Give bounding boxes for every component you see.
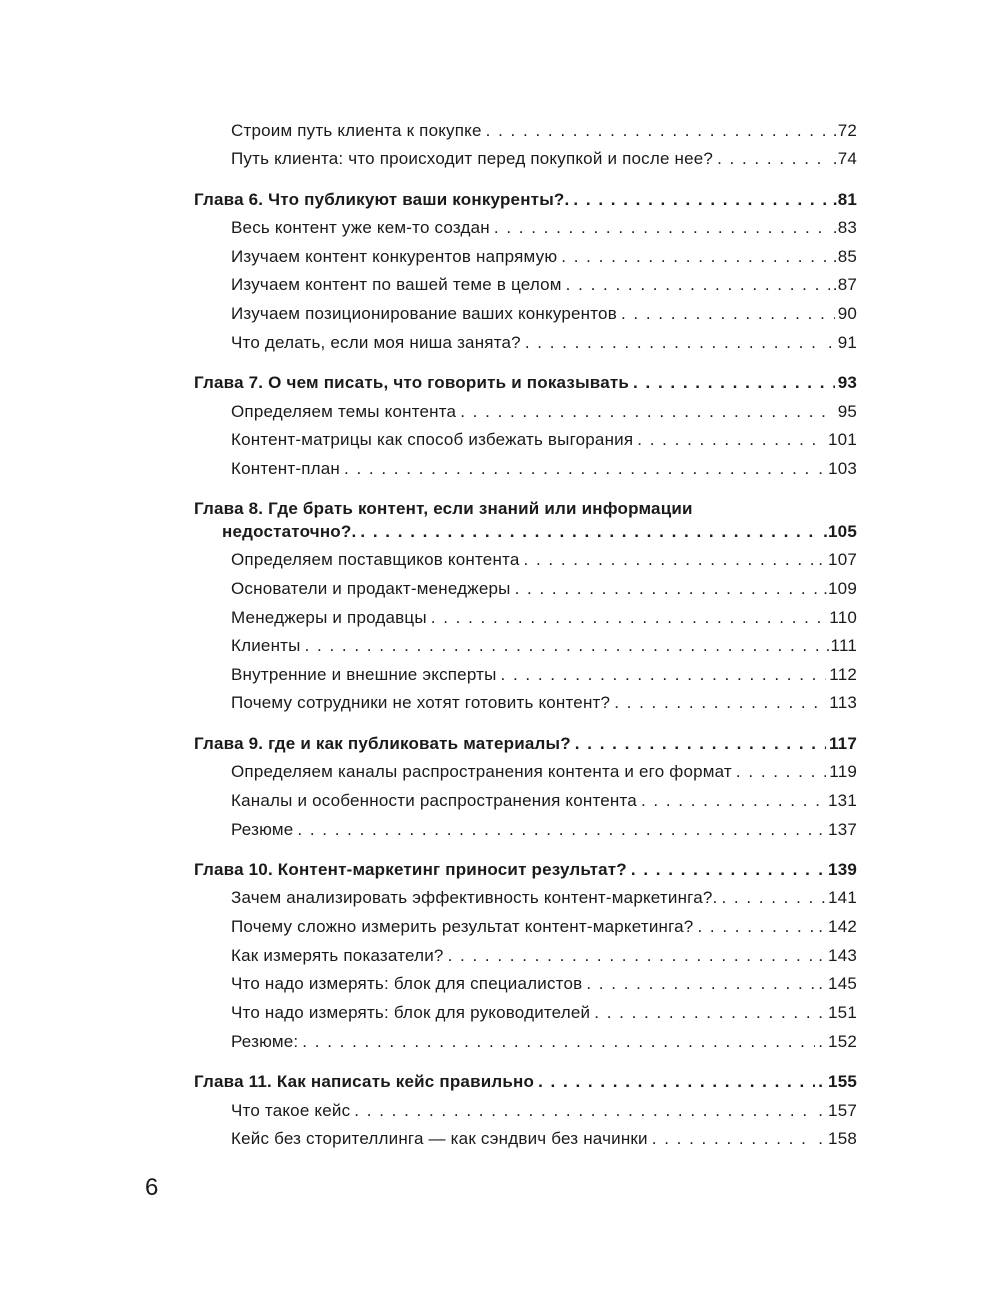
toc-entry: [231, 148, 857, 170]
toc-entry-title: Внутренние и внешние эксперты: [231, 665, 497, 684]
toc-entry-title: Зачем анализировать эффективность контент-маркетинга?.: [231, 888, 718, 907]
dot-leader: [631, 859, 815, 881]
toc-entry: [231, 246, 857, 268]
toc-entry: [231, 401, 857, 423]
toc-entry-page: 95: [837, 402, 857, 421]
toc-entry-page: 119: [829, 762, 857, 781]
dot-leader: [302, 1031, 815, 1053]
toc-entry-title: Почему сложно измерить результат контент-маркетинга?: [231, 917, 694, 936]
toc-entry: [231, 819, 857, 841]
toc-entry-title: Резюме: [231, 820, 294, 839]
toc-entry: [231, 973, 857, 995]
toc-chapter-title: Глава 7. О чем писать, что говорить и показывать: [194, 373, 630, 392]
toc-entry-page: . 152: [818, 1032, 857, 1051]
toc-entry-title: Что такое кейс: [231, 1101, 351, 1120]
toc-entry-title: Что делать, если моя ниша занята?: [231, 333, 521, 352]
dot-leader: [621, 303, 835, 325]
toc-entry: [231, 945, 857, 967]
toc-entry-page: . 107: [818, 550, 857, 569]
toc-entry-page: .109: [823, 579, 857, 598]
toc-entry-title: Кейс без сторителлинга — как сэндвич без начинки: [231, 1129, 648, 1148]
dot-leader: [515, 578, 821, 600]
toc-entry-page: . 142: [818, 917, 857, 936]
toc-entry-page: 112: [829, 665, 857, 684]
dot-leader: [633, 372, 835, 394]
dot-leader: [594, 1002, 825, 1024]
dot-leader: [538, 1071, 815, 1093]
toc-entry-title: Изучаем контент конкурентов напрямую: [231, 247, 558, 266]
toc-chapter-page: . 155: [818, 1072, 857, 1091]
toc-entry-page: . 145: [818, 974, 857, 993]
toc-entry: [231, 120, 857, 142]
dot-leader: [573, 189, 829, 211]
toc-entry-title: Каналы и особенности распространения контента: [231, 791, 637, 810]
toc-entry-page: .85: [832, 247, 857, 266]
toc-entry: [231, 916, 857, 938]
toc-entry: [231, 578, 857, 600]
toc-chapter-title: Глава 9. где и как публиковать материалы?: [194, 734, 571, 753]
dot-leader: [566, 274, 830, 296]
toc-entry: [231, 549, 857, 571]
toc-chapter-title: Глава 6. Что публикуют ваши конкуренты?.: [194, 190, 570, 209]
toc-entry-title: Менеджеры и продавцы: [231, 608, 427, 627]
toc-entry-page: . 158: [818, 1129, 857, 1148]
toc-entry: [231, 887, 857, 909]
toc-chapter-title-continued: недостаточно?.: [222, 522, 357, 541]
toc-chapter-page: 93: [837, 373, 857, 392]
toc-entry: [231, 664, 857, 686]
toc-entry-page: 151: [828, 1003, 857, 1022]
dot-leader: [460, 401, 834, 423]
toc-entry-title: Клиенты: [231, 636, 301, 655]
toc-entry-title: Что надо измерять: блок для специалистов: [231, 974, 583, 993]
dot-leader: [736, 761, 826, 783]
toc-entry-page: .83: [832, 218, 857, 237]
toc-entry-page: .111: [825, 636, 857, 655]
toc-entry-page: . 137: [818, 820, 857, 839]
toc-entry-page: 131: [828, 791, 857, 810]
toc-entry: [231, 692, 857, 714]
dot-leader: [524, 549, 816, 571]
dot-leader: [354, 1100, 815, 1122]
toc-entry: [231, 761, 857, 783]
toc-entry-title: Контент-матрицы как способ избежать выгорания: [231, 430, 634, 449]
toc-entry: [231, 607, 857, 629]
toc-entry-title: Весь контент уже кем-то создан: [231, 218, 490, 237]
dot-leader: [305, 635, 823, 657]
dot-leader: [360, 521, 820, 543]
dot-leader: [525, 332, 825, 354]
page-number: 6: [145, 1174, 159, 1201]
dot-leader: [344, 458, 815, 480]
toc-entry-title: Как измерять показатели?: [231, 946, 444, 965]
toc-entry-page: . 103: [818, 459, 857, 478]
dot-leader: [721, 887, 825, 909]
toc-entry-page: 110: [829, 608, 857, 627]
toc-entry-page: . 143: [818, 946, 857, 965]
toc-entry: [231, 1002, 857, 1024]
toc-entry: [231, 217, 857, 239]
toc-entry-title: Почему сотрудники не хотят готовить контент?: [231, 693, 611, 712]
toc-entry: [231, 1031, 857, 1053]
dot-leader: [575, 733, 826, 755]
dot-leader: [717, 148, 830, 170]
toc-chapter-page: .81: [832, 190, 857, 209]
toc-chapter: [194, 733, 857, 755]
toc-entry-page: . 91: [827, 333, 857, 352]
dot-leader: [586, 973, 815, 995]
toc-entry: [231, 303, 857, 325]
toc-entry: [231, 332, 857, 354]
toc-entry: [231, 274, 857, 296]
toc-entry-title: Резюме:: [231, 1032, 299, 1051]
dot-leader: [652, 1128, 815, 1150]
toc-entry-title: Определяем темы контента: [231, 402, 457, 421]
dot-leader: [561, 246, 829, 268]
toc-entry: [231, 790, 857, 812]
toc-chapter-title: Глава 10. Контент-маркетинг приносит результат?: [194, 860, 627, 879]
dot-leader: [614, 692, 826, 714]
dot-leader: [486, 120, 830, 142]
toc-entry-title: Определяем поставщиков контента: [231, 550, 520, 569]
dot-leader: [431, 607, 827, 629]
toc-chapter-page: .105: [823, 522, 857, 541]
toc-entry-page: .87: [832, 275, 857, 294]
toc-chapter: [194, 189, 857, 211]
toc-entry-title: Путь клиента: что происходит перед покупкой и после нее?: [231, 149, 714, 168]
dot-leader: [641, 790, 825, 812]
toc-chapter: [194, 859, 857, 881]
toc-entry: [231, 1128, 857, 1150]
toc-entry-page: 113: [829, 693, 857, 712]
toc-entry: [231, 429, 857, 451]
toc-entry-title: Изучаем контент по вашей теме в целом: [231, 275, 562, 294]
toc-entry-title: Контент-план: [231, 459, 340, 478]
dot-leader: [494, 217, 830, 239]
toc-entry: [231, 635, 857, 657]
dot-leader: [637, 429, 825, 451]
toc-entry-page: .72: [832, 121, 857, 140]
toc-entry-title: Строим путь клиента к покупке: [231, 121, 482, 140]
toc-chapter: [222, 521, 857, 543]
toc-entry: [231, 458, 857, 480]
toc-chapter: [194, 1071, 857, 1093]
toc-entry-page: .74: [832, 149, 857, 168]
toc-chapter-page: 117: [828, 734, 857, 753]
dot-leader: [501, 664, 827, 686]
dot-leader: [297, 819, 815, 841]
toc-chapter-page: . 139: [818, 860, 857, 879]
toc-entry: [231, 1100, 857, 1122]
toc-entry-page: 141: [828, 888, 857, 907]
toc-entry-page: . 157: [818, 1101, 857, 1120]
toc-chapter: [194, 372, 857, 394]
dot-leader: [448, 945, 816, 967]
dot-leader: [697, 916, 815, 938]
toc-entry-title: Изучаем позиционирование ваших конкурентов: [231, 304, 617, 323]
toc-entry-title: Что надо измерять: блок для руководителей: [231, 1003, 591, 1022]
toc-entry-title: Основатели и продакт-менеджеры: [231, 579, 511, 598]
toc-chapter-title: Глава 11. Как написать кейс правильно: [194, 1072, 535, 1091]
toc-chapter-title: Глава 8. Где брать контент, если знаний или информации: [194, 499, 693, 518]
toc-entry-page: 90: [837, 304, 857, 323]
toc-entry-title: Определяем каналы распространения контента и его формат: [231, 762, 732, 781]
toc-entry-page: 101: [828, 430, 857, 449]
toc-chapter-title-line: [194, 498, 857, 520]
